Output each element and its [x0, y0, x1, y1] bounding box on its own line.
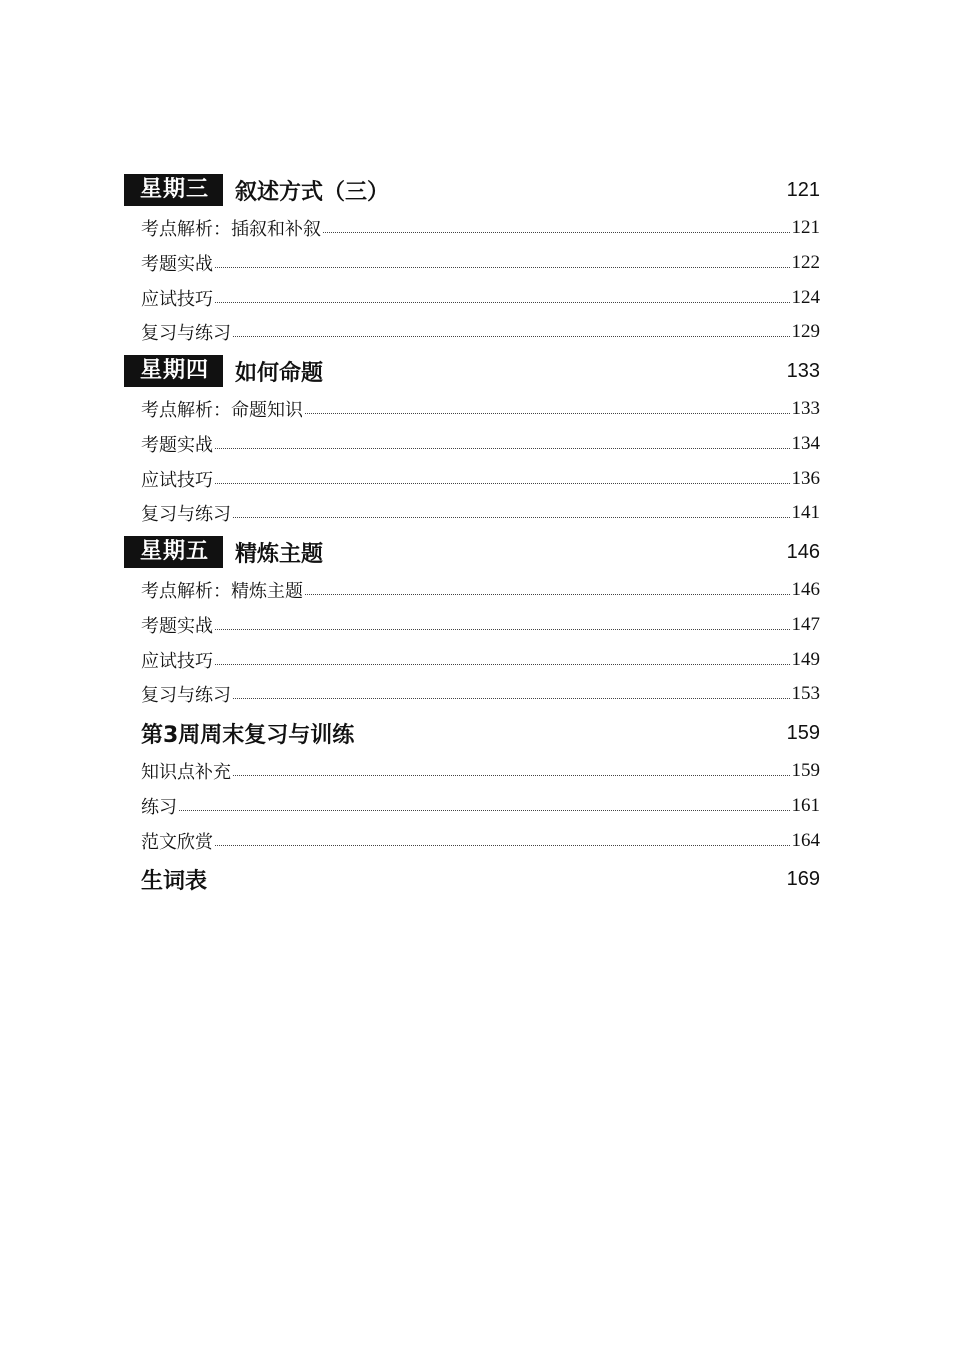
day-badge: 星期五 [124, 536, 223, 568]
section-title: 第3周周末复习与训练 [141, 722, 355, 748]
dot-leader [233, 517, 790, 518]
toc-entry[interactable] [141, 284, 820, 312]
entry-page-number: 141 [791, 502, 820, 523]
section-page-number: 169 [786, 867, 820, 890]
dot-leader [215, 629, 790, 630]
entry-label: 复习与练习 [141, 323, 231, 344]
entry-label: 考题实战 [141, 254, 213, 275]
entry-label: 考点解析：插叙和补叙 [141, 219, 321, 240]
dot-leader [233, 698, 790, 699]
toc-entry[interactable] [141, 395, 820, 423]
dot-leader [215, 845, 790, 846]
entry-page-number: 129 [791, 321, 820, 342]
toc-entry[interactable] [141, 214, 820, 242]
entry-page-number: 133 [791, 398, 820, 419]
toc-entry[interactable] [141, 430, 820, 458]
dot-leader [233, 775, 790, 776]
entry-label: 应试技巧 [141, 651, 213, 672]
entry-page-number: 159 [791, 760, 820, 781]
entry-label: 练习 [141, 797, 177, 818]
section-title: 生词表 [141, 868, 208, 894]
entry-label: 范文欣赏 [141, 832, 213, 853]
toc-section-friday[interactable] [124, 535, 820, 569]
entry-page-number: 153 [791, 683, 820, 704]
section-page-number: 133 [786, 359, 820, 382]
entry-page-number: 164 [791, 830, 820, 851]
dot-leader [233, 336, 790, 337]
entry-page-number: 134 [791, 433, 820, 454]
entry-page-number: 136 [791, 468, 820, 489]
toc-entry[interactable] [141, 792, 820, 820]
entry-page-number: 147 [791, 614, 820, 635]
section-title: 精炼主题 [235, 541, 324, 567]
day-badge: 星期三 [124, 174, 223, 206]
entry-label: 应试技巧 [141, 289, 213, 310]
toc-entry[interactable] [141, 465, 820, 493]
toc-entry[interactable] [141, 827, 820, 855]
section-page-number: 121 [786, 178, 820, 201]
toc-entry[interactable] [141, 611, 820, 639]
section-title: 如何命题 [235, 360, 324, 386]
dot-leader [215, 664, 790, 665]
dot-leader [305, 594, 790, 595]
entry-label: 应试技巧 [141, 470, 213, 491]
toc-entry[interactable] [141, 576, 820, 604]
entry-page-number: 124 [791, 287, 820, 308]
dot-leader [215, 483, 790, 484]
section-page-number: 146 [786, 540, 820, 563]
toc-entry[interactable] [141, 318, 820, 346]
entry-label: 考题实战 [141, 435, 213, 456]
dot-leader [215, 267, 790, 268]
entry-page-number: 149 [791, 649, 820, 670]
toc-entry[interactable] [141, 680, 820, 708]
toc-section-wednesday[interactable] [124, 173, 820, 207]
entry-label: 复习与练习 [141, 685, 231, 706]
toc-section-thursday[interactable] [124, 354, 820, 388]
entry-label: 考题实战 [141, 616, 213, 637]
entry-page-number: 146 [791, 579, 820, 600]
entry-label: 知识点补充 [141, 762, 231, 783]
toc-entry[interactable] [141, 249, 820, 277]
dot-leader [215, 448, 790, 449]
entry-page-number: 122 [791, 252, 820, 273]
toc-section-glossary[interactable] [141, 862, 820, 896]
entry-label: 考点解析：精炼主题 [141, 581, 303, 602]
dot-leader [179, 810, 790, 811]
section-title: 叙述方式（三） [235, 179, 390, 205]
toc-section-weekend-review[interactable] [141, 716, 820, 750]
section-page-number: 159 [786, 721, 820, 744]
entry-page-number: 121 [791, 217, 820, 238]
dot-leader [323, 232, 790, 233]
toc-entry[interactable] [141, 499, 820, 527]
day-badge: 星期四 [124, 355, 223, 387]
dot-leader [305, 413, 790, 414]
entry-label: 考点解析：命题知识 [141, 400, 303, 421]
entry-page-number: 161 [791, 795, 820, 816]
dot-leader [215, 302, 790, 303]
toc-entry[interactable] [141, 757, 820, 785]
entry-label: 复习与练习 [141, 504, 231, 525]
toc-entry[interactable] [141, 646, 820, 674]
